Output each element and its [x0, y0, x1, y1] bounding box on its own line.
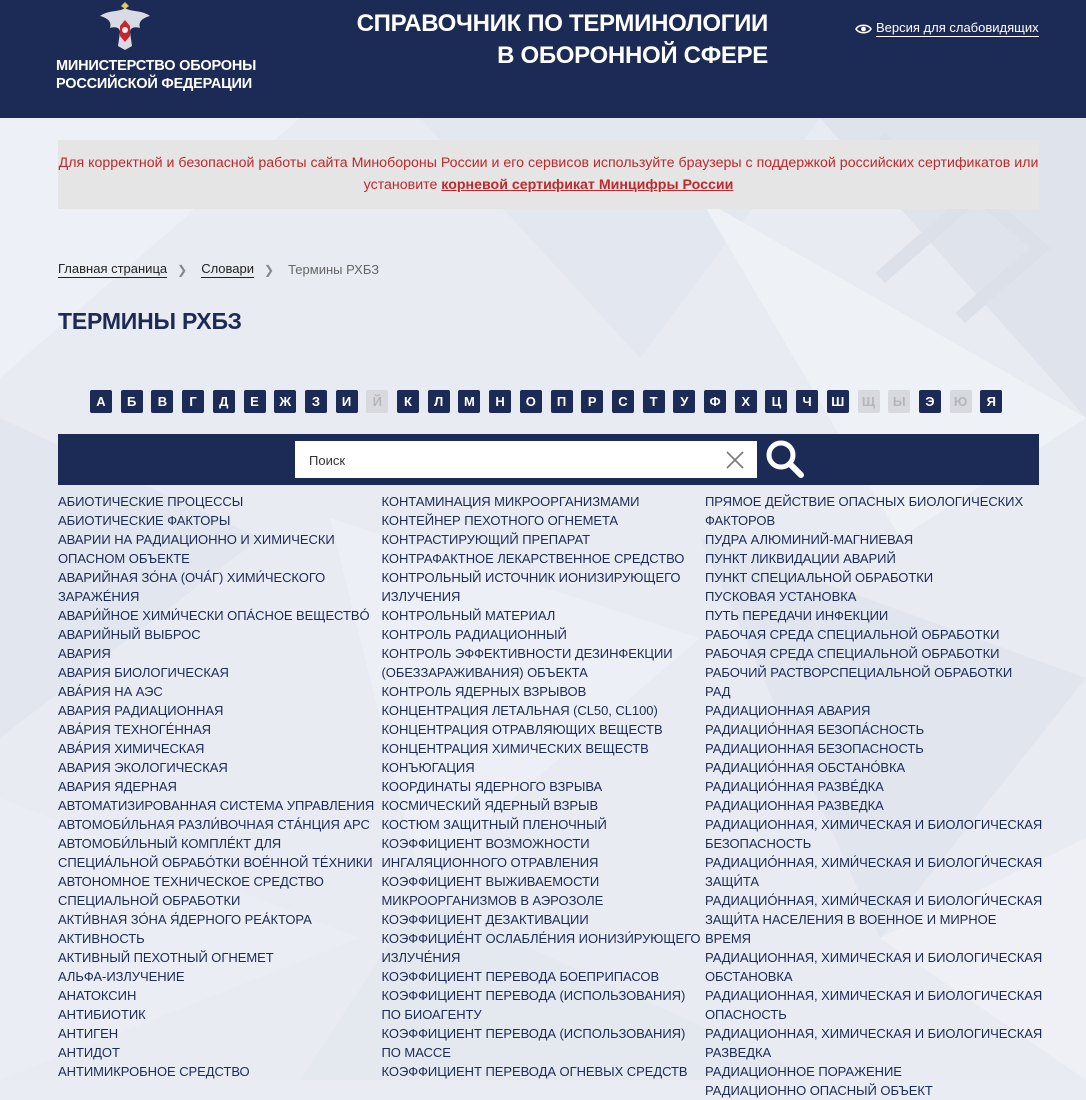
- term-link[interactable]: КОНТРАФАКТНОЕ ЛЕКАРСТВЕННОЕ СРЕДСТВО: [381, 551, 685, 566]
- term-link[interactable]: АВА́РИЯ НА АЭС: [58, 684, 163, 699]
- alphabet-letter[interactable]: Э: [919, 390, 941, 413]
- term-link[interactable]: АНТИБИОТИК: [58, 1007, 146, 1022]
- term-link[interactable]: КОНЦЕНТРАЦИЯ ОТРАВЛЯЮЩИХ ВЕЩЕСТВ: [381, 722, 663, 737]
- alphabet-letter[interactable]: Ц: [765, 390, 787, 413]
- breadcrumb-home-link[interactable]: Главная страница: [58, 261, 168, 276]
- site-title: [300, 8, 768, 72]
- term-link[interactable]: РАДИАЦИОННАЯ АВАРИЯ: [705, 703, 871, 718]
- term-link[interactable]: АНТИГЕН: [58, 1026, 119, 1041]
- alphabet-letter[interactable]: Ф: [704, 390, 726, 413]
- page-title: ТЕРМИНЫ РХБЗ: [58, 308, 242, 334]
- term-link[interactable]: АНТИДОТ: [58, 1045, 120, 1060]
- term-link[interactable]: РАДИАЦИОННАЯ, ХИМИЧЕСКАЯ И БИОЛОГИЧЕСКАЯ ОПАСНОСТЬ: [705, 988, 1043, 1022]
- term-link[interactable]: КОНЦЕНТРАЦИЯ ХИМИЧЕСКИХ ВЕЩЕСТВ: [381, 741, 649, 756]
- double-headed-eagle-emblem-icon[interactable]: [98, 2, 152, 52]
- term-link[interactable]: КОНТРОЛЬНЫЙ МАТЕРИАЛ: [381, 608, 556, 623]
- site-header: [0, 0, 1086, 118]
- alphabet-letter[interactable]: Н: [489, 390, 511, 413]
- alphabet-letter[interactable]: Ш: [827, 390, 849, 413]
- term-link[interactable]: КОЭФФИЦИЕНТ ВОЗМОЖНОСТИ ИНГАЛЯЦИОННОГО ОТРАВЛЕНИЯ: [381, 836, 599, 870]
- ministry-line2: РОССИЙСКОЙ ФЕДЕРАЦИИ: [56, 76, 252, 92]
- term-link[interactable]: КОЭФФИЦИЕ́НТ ОСЛАБЛЕ́НИЯ ИОНИЗИ́РУЮЩЕГО ИЗЛУЧЕ́НИЯ: [381, 931, 701, 965]
- term-link[interactable]: АНАТОКСИН: [58, 988, 137, 1003]
- term-link[interactable]: КОЭФФИЦИЕНТ ВЫЖИВАЕМОСТИ МИКРООРГАНИЗМОВ В АЭРОЗОЛЕ: [381, 874, 604, 908]
- alphabet-letter[interactable]: Е: [244, 390, 266, 413]
- term-link[interactable]: РАДИАЦИОННОЕ ПОРАЖЕНИЕ: [705, 1064, 902, 1079]
- term-link[interactable]: КОНТРОЛЬ ЯДЕРНЫХ ВЗРЫВОВ: [381, 684, 587, 699]
- term-link[interactable]: КОНТРОЛЬ РАДИАЦИОННЫЙ: [381, 627, 567, 642]
- term-link[interactable]: АКТИВНОСТЬ: [58, 931, 145, 946]
- term-link[interactable]: АВАРИЯ: [58, 646, 111, 661]
- term-link[interactable]: ПУНКТ СПЕЦИАЛЬНОЙ ОБРАБОТКИ: [705, 570, 934, 585]
- term-link[interactable]: КОНТАМИНАЦИЯ МИКРООРГАНИЗМАМИ: [381, 494, 640, 509]
- term-link[interactable]: ПРЯМОЕ ДЕЙСТВИЕ ОПАСНЫХ БИОЛОГИЧЕСКИХ ФАКТОРОВ: [705, 494, 1024, 528]
- terms-column: [58, 492, 382, 1100]
- term-link[interactable]: АВАРИЯ БИОЛОГИЧЕСКАЯ: [58, 665, 229, 680]
- term-link[interactable]: АВАРИЯ ЭКОЛОГИЧЕСКАЯ: [58, 760, 228, 775]
- term-link[interactable]: КОНТРОЛЬ ЭФФЕКТИВНОСТИ ДЕЗИНФЕКЦИИ (ОБЕЗЗАРАЖИВАНИЯ) ОБЪЕКТА: [381, 646, 673, 680]
- term-link[interactable]: АКТИВНЫЙ ПЕХОТНЫЙ ОГНЕМЕТ: [58, 950, 274, 965]
- term-link[interactable]: ПУНКТ ЛИКВИДАЦИИ АВАРИЙ: [705, 551, 896, 566]
- alphabet-letter: Й: [366, 390, 388, 413]
- term-link[interactable]: АВТОМАТИЗИРОВАННАЯ СИСТЕМА УПРАВЛЕНИЯ: [58, 798, 375, 813]
- term-link[interactable]: КОНТРОЛЬНЫЙ ИСТОЧНИК ИОНИЗИРУЮЩЕГО ИЗЛУЧЕНИЯ: [381, 570, 681, 604]
- term-link[interactable]: ПУДРА АЛЮМИНИЙ-МАГНИЕВАЯ: [705, 532, 914, 547]
- breadcrumb: [58, 261, 379, 278]
- alphabet-letter[interactable]: О: [520, 390, 542, 413]
- term-link[interactable]: АВАРИИ НА РАДИАЦИОННО И ХИМИЧЕСКИ ОПАСНОМ ОБЪЕКТЕ: [58, 532, 335, 566]
- alphabet-letter[interactable]: Ч: [796, 390, 818, 413]
- terms-column: [382, 492, 706, 1100]
- alphabet-letter[interactable]: Т: [643, 390, 665, 413]
- term-link[interactable]: АВТОМОБИ́ЛЬНАЯ РАЗЛИ́ВОЧНАЯ СТА́НЦИЯ АРС: [58, 817, 370, 832]
- terms-list: [58, 492, 1048, 1100]
- term-link[interactable]: РАДИАЦИО́ННАЯ РАЗВЕ́ДКА: [705, 779, 884, 794]
- term-link[interactable]: ПУТЬ ПЕРЕДАЧИ ИНФЕКЦИИ: [705, 608, 889, 623]
- notice-text: Для корректной и безопасной работы сайта Минобороны России и его сервисов используйте браузеры с поддержкой российских сертификатов или установите: [58, 155, 1039, 193]
- alphabet-letter[interactable]: М: [458, 390, 480, 413]
- term-link[interactable]: КОЭФФИЦИЕНТ ПЕРЕВОДА БОЕПРИПАСОВ: [381, 969, 660, 984]
- accessibility-version-label: Версия для слабовидящих: [876, 20, 1039, 35]
- term-link[interactable]: АЛЬФА-ИЗЛУЧЕНИЕ: [58, 969, 185, 984]
- alphabet-letter[interactable]: Г: [182, 390, 204, 413]
- term-link[interactable]: АВАРИЯ ЯДЕРНАЯ: [58, 779, 177, 794]
- term-link[interactable]: КОНТРАСТИРУЮЩИЙ ПРЕПАРАТ: [381, 532, 590, 547]
- alphabet-letter[interactable]: А: [90, 390, 112, 413]
- term-link[interactable]: РАБОЧАЯ СРЕДА СПЕЦИАЛЬНОЙ ОБРАБОТКИ: [705, 646, 1000, 661]
- chevron-right-icon: ❯: [264, 262, 275, 277]
- alphabet-letter[interactable]: З: [305, 390, 327, 413]
- terms-column: [705, 492, 1045, 1100]
- alphabet-letter: Ю: [950, 390, 972, 413]
- eye-icon: [855, 23, 872, 35]
- search-input[interactable]: [307, 441, 711, 480]
- term-link[interactable]: АКТИ́ВНАЯ ЗО́НА Я́ДЕРНОГО РЕА́КТОРА: [58, 912, 312, 927]
- term-link[interactable]: ПУСКОВАЯ УСТАНОВКА: [705, 589, 857, 604]
- term-link[interactable]: АНТИМИКРОБНОЕ СРЕДСТВО: [58, 1064, 250, 1079]
- alphabet-letter[interactable]: С: [612, 390, 634, 413]
- alphabet-letter[interactable]: Д: [213, 390, 235, 413]
- alphabet-letter[interactable]: В: [151, 390, 173, 413]
- term-link[interactable]: АВА́РИЯ ТЕХНОГЕ́ННАЯ: [58, 722, 212, 737]
- root-certificate-link[interactable]: корневой сертификат Минцифры России: [441, 177, 734, 193]
- term-link[interactable]: РАБОЧАЯ СРЕДА СПЕЦИАЛЬНОЙ ОБРАБОТКИ: [705, 627, 1000, 642]
- term-link[interactable]: РАДИАЦИОННАЯ, ХИМИЧЕСКАЯ И БИОЛОГИЧЕСКАЯ РАЗВЕДКА: [705, 1026, 1043, 1060]
- ministry-name[interactable]: [56, 57, 256, 93]
- term-link[interactable]: АБИОТИЧЕСКИЕ ФАКТОРЫ: [58, 513, 231, 528]
- term-link[interactable]: КООРДИНАТЫ ЯДЕРНОГО ВЗРЫВА: [381, 779, 603, 794]
- term-link[interactable]: КОЭФФИЦИЕНТ ПЕРЕВОДА (ИСПОЛЬЗОВАНИЯ) ПО МАССЕ: [381, 1026, 686, 1060]
- term-link[interactable]: КОНЦЕНТРАЦИЯ ЛЕТАЛЬНАЯ (CL50, CL100): [381, 703, 658, 718]
- term-link[interactable]: КОЭФФИЦИЕНТ ПЕРЕВОДА ОГНЕВЫХ СРЕДСТВ: [381, 1064, 688, 1079]
- alphabet-letter[interactable]: Б: [121, 390, 143, 413]
- term-link[interactable]: АВАРИЯ РАДИАЦИОННАЯ: [58, 703, 224, 718]
- alphabet-letter[interactable]: Л: [428, 390, 450, 413]
- alphabet-letter[interactable]: П: [551, 390, 573, 413]
- term-link[interactable]: РАДИАЦИОННАЯ БЕЗОПАСНОСТЬ: [705, 741, 924, 756]
- term-link[interactable]: РАДИАЦИО́ННАЯ, ХИМИ́ЧЕСКАЯ И БИОЛОГИ́ЧЕСКАЯ ЗАЩИ́ТА: [705, 855, 1043, 889]
- search-box: [295, 441, 757, 478]
- term-link[interactable]: АВА́РИЯ ХИМИЧЕСКАЯ: [58, 741, 205, 756]
- breadcrumb-dictionaries-link[interactable]: Словари: [201, 261, 255, 276]
- term-link[interactable]: РАДИАЦИОННАЯ, ХИМИЧЕСКАЯ И БИОЛОГИЧЕСКАЯ БЕЗОПАСНОСТЬ: [705, 817, 1043, 851]
- browser-certificate-notice: [58, 140, 1039, 209]
- term-link[interactable]: АВАРИЙНАЯ ЗО́НА (ОЧА́Г) ХИМИ́ЧЕСКОГО ЗАРАЖÉНИЯ: [58, 570, 326, 604]
- term-link[interactable]: РАДИАЦИОННАЯ РАЗВЕДКА: [705, 798, 884, 813]
- breadcrumb-current: Термины РХБЗ: [288, 262, 380, 277]
- term-link[interactable]: РАДИАЦИО́ННАЯ ОБСТАНО́ВКА: [705, 760, 906, 775]
- alphabet-letter: Ы: [888, 390, 910, 413]
- site-title-line2: В ОБОРОННОЙ СФЕРЕ: [497, 42, 768, 69]
- term-link[interactable]: КОНТЕЙНЕР ПЕХОТНОГО ОГНЕМЕТА: [381, 513, 619, 528]
- term-link[interactable]: АБИОТИЧЕСКИЕ ПРОЦЕССЫ: [58, 494, 244, 509]
- alphabet-letter: Щ: [858, 390, 880, 413]
- term-link[interactable]: КОСТЮМ ЗАЩИТНЫЙ ПЛЕНОЧНЫЙ: [381, 817, 607, 832]
- term-link[interactable]: РАДИАЦИОННАЯ, ХИМИЧЕСКАЯ И БИОЛОГИЧЕСКАЯ ОБСТАНОВКА: [705, 950, 1043, 984]
- ministry-line1: МИНИСТЕРСТВО ОБОРОНЫ: [56, 58, 257, 74]
- alphabet-letter[interactable]: К: [397, 390, 419, 413]
- term-link[interactable]: КОНЪЮГАЦИЯ: [381, 760, 475, 775]
- alphabet-letter[interactable]: У: [673, 390, 695, 413]
- term-link[interactable]: АВТОМОБИ́ЛЬНЫЙ КОМПЛЕ́КТ ДЛЯ СПЕЦИА́ЛЬНОЙ ОБРАБО́ТКИ ВОЕ́ННОЙ ТЕ́ХНИКИ: [58, 836, 373, 870]
- term-link[interactable]: АВАРИ́ЙНОЕ ХИМИ́ЧЕСКИ ОПÁСНОЕ ВЕЩЕСТВÓ: [58, 608, 370, 623]
- term-link[interactable]: АВТОНОМНОЕ ТЕХНИЧЕСКОЕ СРЕДСТВО СПЕЦИАЛЬНОЙ ОБРАБОТКИ: [58, 874, 324, 908]
- term-link[interactable]: РАБОЧИЙ РАСТВОРСПЕЦИАЛЬНОЙ ОБРАБОТКИ: [705, 665, 1013, 680]
- alphabet-letter[interactable]: Х: [735, 390, 757, 413]
- term-link[interactable]: АВАРИЙНЫЙ ВЫБРОС: [58, 627, 201, 642]
- term-link[interactable]: КОСМИЧЕСКИЙ ЯДЕРНЫЙ ВЗРЫВ: [381, 798, 599, 813]
- term-link[interactable]: РАДИАЦИО́ННАЯ БЕЗОПА́СНОСТЬ: [705, 722, 925, 737]
- term-link[interactable]: КОЭФФИЦИЕНТ ДЕЗАКТИВАЦИИ: [381, 912, 589, 927]
- chevron-right-icon: ❯: [177, 262, 188, 277]
- search-bar: [58, 434, 1039, 485]
- alphabet-letter[interactable]: Я: [980, 390, 1002, 413]
- term-link[interactable]: РАДИАЦИО́ННАЯ, ХИМИ́ЧЕСКАЯ И БИОЛОГИ́ЧЕСКАЯ ЗАЩИ́ТА НАСЕЛЕНИЯ В ВОЕННОЕ И МИРНОЕ ВРЕМЯ: [705, 893, 1043, 946]
- site-title-line1: СПРАВОЧНИК ПО ТЕРМИНОЛОГИИ: [356, 10, 768, 37]
- alphabet-letter[interactable]: И: [336, 390, 358, 413]
- term-link[interactable]: РАДИАЦИОННО ОПАСНЫЙ ОБЪЕКТ: [705, 1083, 933, 1098]
- alphabet-letter[interactable]: Р: [581, 390, 603, 413]
- alphabet-letter[interactable]: Ж: [274, 390, 296, 413]
- close-icon[interactable]: [726, 451, 744, 469]
- accessibility-version-link[interactable]: [855, 20, 1039, 37]
- term-link[interactable]: РАД: [705, 684, 731, 699]
- search-icon[interactable]: [764, 439, 806, 479]
- term-link[interactable]: КОЭФФИЦИЕНТ ПЕРЕВОДА (ИСПОЛЬЗОВАНИЯ) ПО БИОАГЕНТУ: [381, 988, 686, 1022]
